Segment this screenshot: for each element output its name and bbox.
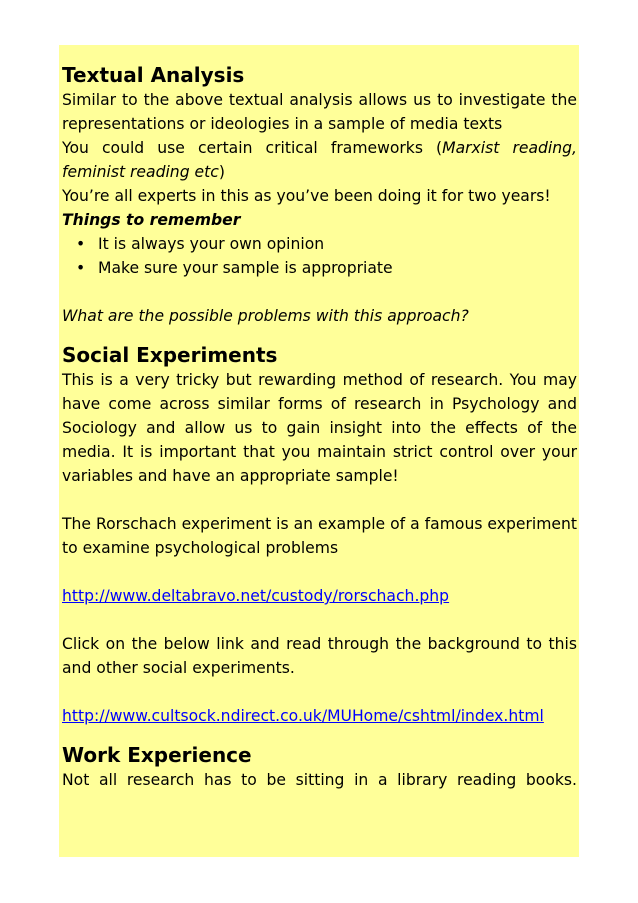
rorschach-link[interactable]: http://www.deltabravo.net/custody/rorschach.php	[62, 587, 450, 605]
heading-social-experiments: Social Experiments	[62, 343, 278, 367]
rorschach-paragraph: The Rorschach experiment is an example of a famous experiment to examine psychological problems	[62, 515, 577, 557]
list-item: • Make sure your sample is appropriate	[98, 256, 577, 280]
textual-line-1: Similar to the above textual analysis allows us to investigate the	[62, 91, 577, 109]
work-experience-line-1: Not all research has to be sitting in a library reading books.	[62, 771, 577, 789]
cultsock-link[interactable]: http://www.cultsock.ndirect.co.uk/MUHome/cshtml/index.html	[62, 707, 544, 725]
possible-problems-question: What are the possible problems with this approach?	[62, 307, 469, 325]
rorschach-link-line	[62, 584, 577, 608]
textual-line-5: You’re all experts in this as you’ve been doing it for two years!	[62, 187, 551, 205]
heading-textual-analysis: Textual Analysis	[62, 63, 245, 87]
list-item: • It is always your own opinion	[98, 232, 577, 256]
textual-line-4-text: )	[218, 163, 225, 181]
things-to-remember-list	[62, 232, 577, 280]
cultsock-link-line	[62, 704, 577, 728]
social-experiments-paragraph: This is a very tricky but rewarding method of research. You may have come across similar forms of research in Psychology and Sociology and allow us to gain insight into the effects of the media. It is important that you maintain strict control over your variables and have an appropriate sample!	[62, 371, 577, 485]
textual-line-3-text: You could use certain critical frameworks (	[62, 139, 443, 157]
heading-work-experience: Work Experience	[62, 743, 252, 767]
textual-line-4-italic: feminist reading etc	[62, 163, 219, 181]
document-content	[62, 62, 577, 792]
things-to-remember-heading: Things to remember	[62, 211, 241, 229]
textual-line-4	[62, 160, 577, 184]
textual-line-2: representations or ideologies in a sample of media texts	[62, 115, 503, 133]
textual-line-3-italic: Marxist reading,	[442, 139, 577, 157]
textual-line-3	[62, 136, 577, 160]
click-link-paragraph: Click on the below link and read through the background to this and other social experiments.	[62, 635, 577, 677]
